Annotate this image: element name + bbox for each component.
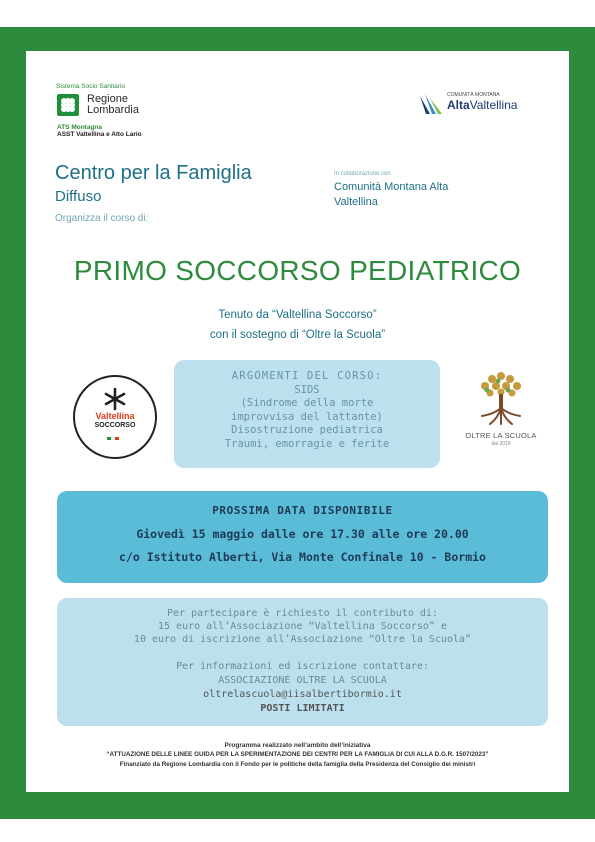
fee-line: 10 euro di iscrizione all’Associazione “Oltre la Scuola” [133,634,472,645]
footer-line: Finanziato da Regione Lombardia con il Fondo per le politiche della famiglia della Presidenza del Consiglio dei ministri [119,761,476,768]
footer-line: “ATTUAZIONE DELLE LINEE GUIDA PER LA SPERIMENTAZIONE DEI CENTRI PER LA FAMIGLIA DI CUI ALLA D.G.R. 1507/2023” [106,751,489,758]
topics-heading: ARGOMENTI DEL CORSO: [231,370,383,382]
footer-line: Programma realizzato nell’ambito dell’iniziativa [224,742,371,749]
valtellina-logo-text: Valtellina [95,411,135,421]
tenuto-text: Tenuto da “Valtellina Soccorso” con il sostegno di “Oltre la Scuola” [209,309,386,341]
next-date-box [57,491,548,583]
soccorso-logo-text: SOCCORSO [94,422,136,429]
collaboration-label: In collaborazione con [334,171,391,177]
regione-lombardia-logo-icon [57,94,79,116]
alta-valtellina-name: AltaValtellina [447,98,518,112]
collaboration-name: Comunità Montana Alta Valtellina [334,181,449,208]
sistema-label: Sistema Socio Sanitario [56,83,126,90]
comunita-montana-label: COMUNITÀ MONTANA [447,92,500,98]
topic-item: SIDS [294,383,320,396]
contact-email: oltrelascuola@iisalbertibormio.it [203,689,402,700]
alta-valtellina-logo-icon [418,92,444,116]
next-date-when: Giovedì 15 maggio dalle ore 17.30 alle ore 20.00 [136,527,469,541]
topic-item: Disostruzione pediatrica [231,424,383,436]
contact-line: Per informazioni ed iscrizione contattare: [176,661,429,672]
next-date-heading: PROSSIMA DATA DISPONIBILE [212,504,393,517]
next-date-where: c/o Istituto Alberti, Via Monte Confinale 10 - Bormio [119,550,486,564]
fee-line: Per partecipare è richiesto il contributo di: [167,608,438,619]
centro-title: Centro per la Famiglia [55,162,252,184]
fee-line: 15 euro all’Associazione “Valtellina Soccorso” e [158,621,447,632]
tree-icon [468,366,534,428]
oltre-la-scuola-year: dal 2019 [491,441,511,447]
topic-item: Traumi, emorragie e ferite [224,437,390,450]
oltre-la-scuola-logo-text: OLTRE LA SCUOLA [465,431,537,440]
info-box [57,598,548,726]
limited-seats: POSTI LIMITATI [260,703,345,714]
asst-label: ASST Valtellina e Alto Lario [57,131,142,138]
topics-box [174,360,440,468]
course-title: PRIMO SOCCORSO PEDIATRICO [73,255,522,286]
organizza-label: Organizza il corso di: [55,213,149,224]
topic-item: (Sindrome della morte [240,397,374,409]
ats-label: ATS Montagna [57,124,103,131]
regione-lombardia-name: Regione Lombardia [87,93,139,116]
centro-subtitle: Diffuso [55,188,102,205]
topic-item: improvvisa del lattante) [231,410,383,423]
contact-line: ASSOCIAZIONE OLTRE LA SCUOLA [218,675,387,686]
